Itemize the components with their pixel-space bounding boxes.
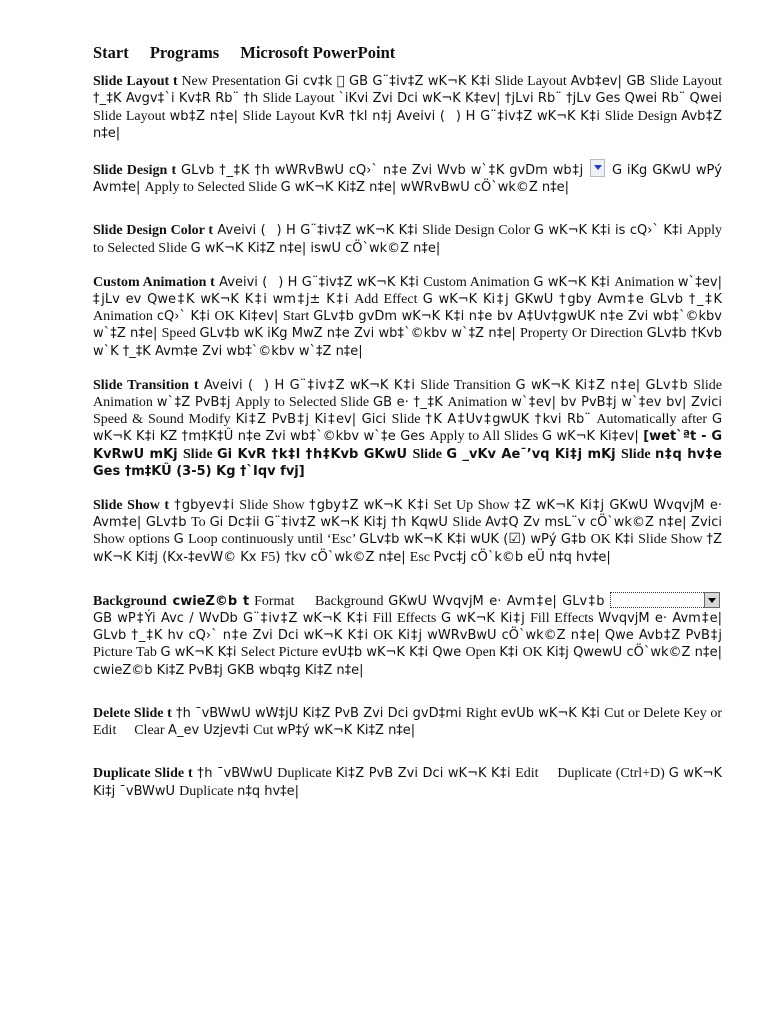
text-run: Slide xyxy=(391,412,426,428)
text-run: Edit Clear xyxy=(93,723,154,739)
arrow-symbol xyxy=(448,108,453,124)
text-run: Speed xyxy=(161,326,200,342)
text-run: Add Effect xyxy=(354,292,423,308)
text-run: Animation xyxy=(613,274,678,290)
text-run: evUb wK¬K K‡i xyxy=(500,705,605,721)
text-run: Ki‡j QwewU cÖ`wk©Z n‡e| cwieZ©b Ki‡Z PvB‡j GKB wbq‡g Ki‡Z n‡e| xyxy=(93,645,723,678)
text-run: Apply to All Slides xyxy=(429,429,542,445)
text-run: G wK¬K Ki‡Z n‡e| wWRvBwU cÖ`wk©Z n‡e| xyxy=(280,180,570,196)
text-run: Slide Design xyxy=(603,108,681,124)
text-run: Slide xyxy=(452,515,486,531)
text-run: Slide Layout xyxy=(262,91,339,107)
text-run: Duplicate xyxy=(277,766,336,782)
section-heading: Slide Layout t xyxy=(93,74,178,90)
text-run: w`‡ev| bv PvB‡j w`‡ev bv| Zvici xyxy=(511,395,722,411)
text-run: Pvc‡j cÖ`k©b eÜ n‡q hv‡e| xyxy=(433,549,611,565)
text-run: Custom Animation xyxy=(420,274,532,290)
text-run: Start xyxy=(282,309,314,325)
section-slide-show xyxy=(93,497,722,566)
text-run: G wK¬K K‡i KZ †m‡K‡Û n‡e Zvi wb‡`©kbv w`‡e Ges xyxy=(93,412,723,445)
text-run: Slide Show xyxy=(638,532,707,548)
checkbox-symbol: ☑ xyxy=(508,532,521,548)
text-run: evU‡b wK¬K K‡i Qwe xyxy=(255,645,400,661)
section-heading: Custom Animation t xyxy=(93,274,215,290)
text-run: F5 xyxy=(260,549,276,565)
text-run: Duplicate xyxy=(179,783,238,799)
text-run: cQ›` K‡i xyxy=(156,309,215,325)
arrow-symbol xyxy=(268,274,273,290)
document-page xyxy=(93,44,722,817)
note-text: G _vKv Ae¯’vq Ki‡j mKj xyxy=(446,446,622,462)
text-run: Fill Effects xyxy=(341,611,409,627)
section-heading: Slide Transition t xyxy=(93,377,199,393)
text-run: G wK¬K K‡i xyxy=(531,274,614,290)
text-run: Picture Tab xyxy=(658,628,722,644)
text-run: Aveivi ( xyxy=(213,223,266,239)
color-dropdown-combo-icon xyxy=(610,592,720,608)
text-run: Slide Design Color xyxy=(410,223,522,239)
text-run: OK xyxy=(590,532,615,548)
text-run: Avb‡ev| GB xyxy=(568,74,650,90)
blue-dropdown-arrow-icon xyxy=(590,159,605,177)
note-text: Slide xyxy=(621,446,655,462)
text-run: Ki‡ev| xyxy=(238,309,283,325)
text-run: †gbyev‡i xyxy=(169,498,240,514)
text-run: Slide Transition xyxy=(417,377,514,393)
text-run: G wK¬K Ki‡j xyxy=(408,611,495,627)
text-run: †Z wK¬K Ki‡j (Kx-‡evW© Kx xyxy=(93,532,722,565)
text-run: A_ev Uzjev‡i xyxy=(153,723,239,739)
text-run: Ki‡Z PvB‡j Ki‡ev| Gici xyxy=(235,412,392,428)
section-background xyxy=(93,592,722,679)
text-run: Slide Layout xyxy=(242,108,320,124)
note-text: Gi KvR †k‡l †h‡Kvb GKwU xyxy=(216,446,413,462)
text-run: Right xyxy=(465,705,501,721)
text-run: G wK¬K Ki‡Z n‡e| iswU cÖ`wk©Z n‡e| xyxy=(176,240,426,256)
text-run: GLv‡b †Kvb w`K †_‡K Avm‡e Zvi wb‡`©kbv w`‡Z n‡e| xyxy=(93,326,723,359)
section-delete-slide xyxy=(93,705,722,739)
text-run: GLv‡b wK iKg MwZ n‡e Zvi wb‡`©kbv w`‡Z n‡e| xyxy=(199,326,520,342)
text-run: OK xyxy=(214,309,239,325)
text-run: ) H G¨‡iv‡Z wK¬K K‡i xyxy=(268,223,411,239)
text-run: GKwU WvqvjM e· Avm‡e| GLv‡b xyxy=(369,593,587,609)
text-run: w`‡ev| ‡jLv ev Qwe‡K wK¬K K‡i wm‡j± K‡i xyxy=(93,274,722,308)
section-custom-animation xyxy=(93,274,722,360)
text-run: Ki‡Z PvB Zvi Dci wK¬K K‡i xyxy=(335,766,516,782)
note-text: Slide xyxy=(183,446,217,462)
section-heading: Slide Design Color t xyxy=(93,223,213,239)
text-run: Speed & Sound Modify xyxy=(93,412,236,428)
text-run: ‡Z wK¬K Ki‡j GKwU WvqvjM e· Avm‡e| GLv‡b xyxy=(93,498,722,531)
text-run: Property Or Direction xyxy=(519,326,647,342)
text-run: Cut or Delete Key xyxy=(604,705,711,721)
text-run: K‡i xyxy=(614,532,639,548)
text-run: Open xyxy=(399,645,435,661)
text-run: KvR †kl n‡j Aveivi ( xyxy=(319,108,445,124)
text-run: ) H G¨‡iv‡Z wK¬K K‡i xyxy=(452,108,604,124)
section-slide-transition xyxy=(93,377,722,480)
text-run: Slide Layout xyxy=(649,74,723,90)
text-run: Automatically after xyxy=(596,412,712,428)
text-run: ) H G¨‡iv‡Z wK¬K K‡i xyxy=(272,274,421,290)
text-run: w`‡Z PvB‡j xyxy=(156,395,236,411)
text-run: †K A‡Uv‡gwUK †kvi Rb¨ xyxy=(425,412,597,428)
text-run: Gi Dc‡ii G¨‡iv‡Z wK¬K Ki‡j †h KqwU xyxy=(209,515,453,531)
section-heading-suffix: cwieZ©b t xyxy=(166,593,250,609)
text-run: †h ¯vBWwU xyxy=(192,766,278,782)
text-run: G xyxy=(173,532,189,548)
text-run: Show options xyxy=(93,532,174,548)
text-run: Animation xyxy=(447,395,512,411)
text-run: G wK¬K Ki‡ev| xyxy=(541,429,644,445)
section-heading: Slide Show t xyxy=(93,498,170,514)
text-run: GLv‡b gvDm wK¬K K‡i n‡e bv A‡Uv‡gwUK n‡e Zvi wb‡`©kbv w`‡Z n‡e| xyxy=(93,309,722,342)
text-run: WvqvjM e· Avm‡e| GLvb †_‡K hv cQ›` n‡e Zvi Dci wK¬K K‡i xyxy=(93,611,723,644)
section-slide-design xyxy=(93,159,722,196)
section-heading: Background xyxy=(93,593,167,609)
text-run: †h ¯vBWwU wW‡jU Ki‡Z PvB Zvi Dci gvD‡mi xyxy=(171,705,466,721)
text-run: Slide Animation xyxy=(93,377,722,411)
text-run: Ki‡j wWRvBwU cÖ`wk©Z n‡e| Qwe Avb‡Z PvB‡j xyxy=(343,628,659,644)
text-run: Slide Layout xyxy=(93,108,170,124)
arrow-symbol xyxy=(253,377,259,393)
text-run: Select Picture xyxy=(173,645,256,661)
text-run: †gby‡Z wK¬K K‡i xyxy=(309,498,434,514)
text-run: Slide Layout xyxy=(491,74,569,90)
text-run: †_‡K Avgv‡`i Kv‡R Rb¨ †h xyxy=(93,91,263,107)
section-slide-layout xyxy=(93,73,722,142)
text-run: ) H G¨‡iv‡Z wK¬K K‡i xyxy=(258,377,418,393)
text-run: or xyxy=(710,705,722,721)
text-run: G wK¬K Ki‡j GKwU †gby Avm‡e GLvb †_‡K xyxy=(422,292,722,308)
text-run: Gi cv‡k xyxy=(284,74,337,90)
text-run: GB wP‡Ýi Avc / WvDb G¨‡iv‡Z wK¬K K‡i xyxy=(93,593,722,627)
text-run: New Presentation xyxy=(177,74,285,90)
text-run: Loop continuously until ‘Esc’ xyxy=(188,532,360,548)
text-run: GB G¨‡iv‡Z wK¬K K‡i xyxy=(341,74,492,90)
text-run: ) wPý G‡b xyxy=(520,532,591,548)
text-run: GLv‡b wK¬K K‡i wUK ( xyxy=(359,532,509,548)
section-heading: Duplicate Slide t xyxy=(93,766,193,782)
arrow-symbol xyxy=(264,223,268,239)
text-run: `iKvi Zvi Dci wK¬K K‡ev| †jLvi Rb¨ †jLv Ges Qwei Rb¨ Qwei xyxy=(338,91,723,107)
page-title: Start Programs Microsoft PowerPoint xyxy=(93,43,362,62)
text-run: G wK¬K Ki‡Z n‡e| GLv‡b xyxy=(513,377,694,393)
text-run: GLvb †_‡K †h wWRvBwU cQ›` n‡e Zvi Wvb w`‡K gvDm wb‡j xyxy=(176,163,589,179)
section-heading: Delete Slide t xyxy=(93,705,172,721)
text-run: Avb‡Z n‡e| xyxy=(93,108,723,141)
text-run: G wK¬K K‡i xyxy=(93,645,174,661)
text-run: Format Background xyxy=(248,593,370,609)
text-run: Edit Duplicate (Ctrl+D) xyxy=(527,766,669,782)
text-run: Esc xyxy=(409,549,434,565)
note-text: [wet`ªt - G KvRwU mKj xyxy=(93,429,722,462)
text-run: Cut xyxy=(238,723,263,739)
text-run: wP‡ý wK¬K Ki‡Z n‡e| xyxy=(262,723,401,739)
text-run: G iKg GKwU wPý Avm‡e| xyxy=(93,163,722,196)
chevron-down-icon xyxy=(704,592,720,608)
text-run: G wK¬K K‡i is cQ›` K‡i xyxy=(521,223,673,239)
text-run: Apply to Selected Slide xyxy=(235,395,374,411)
text-run: n‡q hv‡e| xyxy=(237,783,300,799)
text-run: ) †kv cÖ`wk©Z n‡e| xyxy=(275,549,410,565)
note-text: n‡q hv‡e Ges †m‡KÛ (3-5) Kg †`Iqv fvj] xyxy=(93,446,722,479)
section-heading: Slide Design t xyxy=(93,163,177,179)
note-text: Slide xyxy=(412,446,447,462)
text-run: Apply to Selected Slide xyxy=(144,180,281,196)
text-run: K‡i xyxy=(434,645,458,661)
section-duplicate-slide xyxy=(93,765,722,799)
text-run: Aveivi ( xyxy=(214,274,268,290)
text-run: Slide Show xyxy=(239,498,310,514)
text-run: wb‡Z n‡e| xyxy=(169,108,243,124)
text-run: OK xyxy=(457,645,482,661)
text-run: To xyxy=(191,515,210,531)
text-run: G wK¬K Ki‡j ¯vBWwU xyxy=(93,766,723,799)
text-run: Fill Effects xyxy=(495,611,563,627)
text-run: Av‡Q Zv msL¨v cÖ`wk©Z n‡e| Zvici xyxy=(485,515,723,531)
text-run: Animation xyxy=(93,309,157,325)
section-slide-design-color xyxy=(93,222,722,256)
text-run: GB e· †_‡K xyxy=(373,395,448,411)
text-run: OK xyxy=(320,628,344,644)
text-run: Set Up Show xyxy=(433,498,515,514)
text-run: Apply to Selected Slide xyxy=(93,223,723,256)
text-run: Aveivi ( xyxy=(198,377,254,393)
